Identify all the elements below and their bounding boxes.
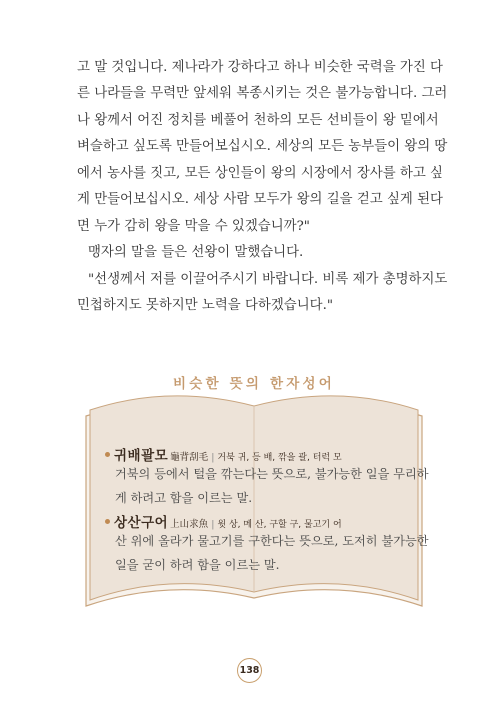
idiom-hanja: 龜背刮毛 xyxy=(170,452,209,463)
idiom-hanja: 上山求魚 xyxy=(170,519,209,530)
box-title: 비슷한 뜻의 한자성어 xyxy=(173,376,335,392)
text-line: "선생께서 저를 이끌어주시기 바랍니다. 비록 제가 총명하지도 xyxy=(88,271,448,287)
text-line: 게 만들어보십시오. 세상 사람 모두가 왕의 길을 걷고 싶게 된다 xyxy=(77,192,443,208)
separator: | xyxy=(211,519,215,530)
idiom-description: 거북의 등에서 털을 깎는다는 뜻으로, 불가능한 일을 무리하 xyxy=(115,467,429,481)
page-number: 138 xyxy=(237,658,262,683)
idiom-entry xyxy=(105,511,429,580)
text-line: 고 말 것입니다. 제나라가 강하다고 하나 비슷한 국력을 가진 다 xyxy=(77,60,443,75)
idiom-reading: 거북 귀, 등 배, 깎을 괄, 터럭 모 xyxy=(217,453,342,463)
separator: | xyxy=(211,452,215,463)
text-line: 나 왕께서 어진 정치를 베풀어 천하의 모든 선비들이 왕 밑에서 xyxy=(77,112,439,128)
idiom-reading: 윗 상, 메 산, 구할 구, 물고기 어 xyxy=(217,520,342,530)
main-text xyxy=(77,58,448,322)
text-line: 맹자의 말을 들은 선왕이 말했습니다. xyxy=(88,245,304,261)
idiom-description: 일을 굳이 하려 함을 이르는 말. xyxy=(115,557,280,572)
text-line: 면 누가 감히 왕을 막을 수 있겠습니까?" xyxy=(77,218,310,234)
bullet-icon xyxy=(105,519,110,524)
text-line: 벼슬하고 싶도록 만들어보십시오. 세상의 모든 농부들이 왕의 땅 xyxy=(77,139,448,155)
text-line: 민첩하지도 못하지만 노력을 다하겠습니다." xyxy=(77,297,334,313)
text-line: 른 나라들을 무력만 앞세워 복종시키는 것은 불가능합니다. 그러 xyxy=(77,86,448,102)
idiom-term: 상산구어 xyxy=(114,515,169,531)
idiom-description: 게 하려고 함을 이르는 말. xyxy=(115,490,253,505)
bullet-icon xyxy=(105,452,110,457)
idiom-description: 산 위에 올라가 물고기를 구한다는 뜻으로, 도저히 불가능한 xyxy=(115,534,429,548)
idiom-box xyxy=(84,368,429,618)
text-line: 에서 농사를 짓고, 모든 상인들이 왕의 시장에서 장사를 하고 싶 xyxy=(77,165,443,181)
idiom-entry xyxy=(105,444,429,513)
idiom-term: 귀배괄모 xyxy=(114,448,169,464)
